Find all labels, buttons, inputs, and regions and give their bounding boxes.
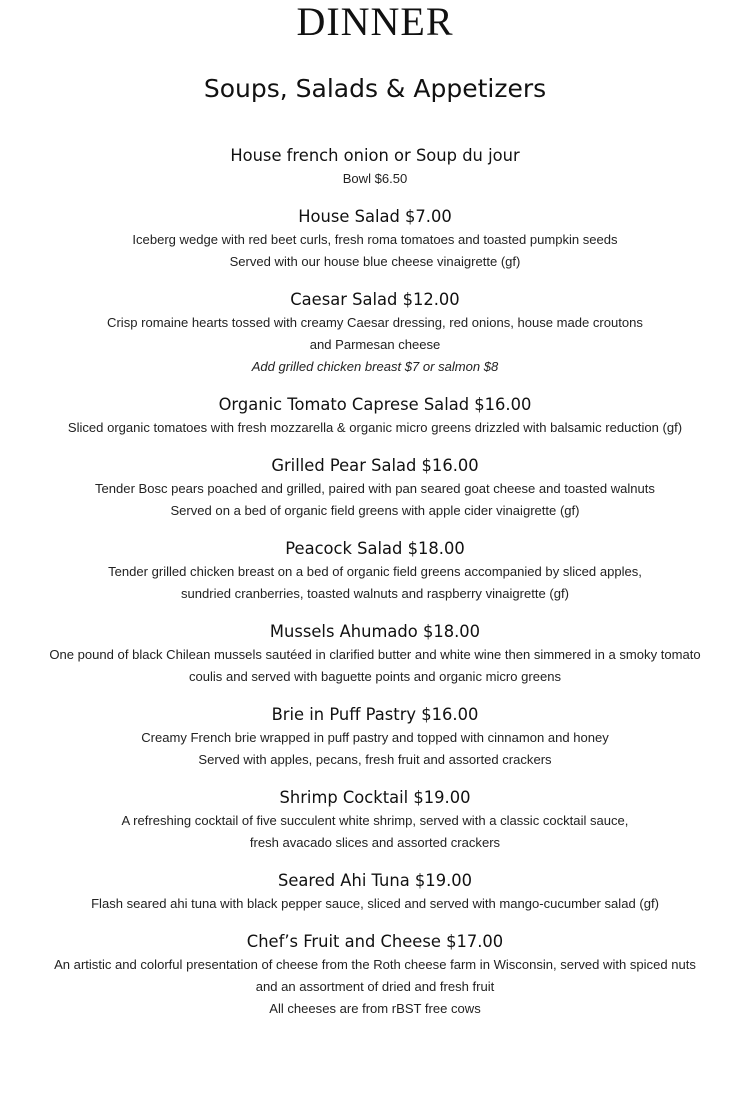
menu-items-list [0,144,750,1035]
menu-item-description: Flash seared ahi tuna with black pepper sauce, sliced and served with mango-cucumber salad (gf) [91,896,659,911]
menu-item-name: Grilled Pear Salad $16.00 [271,456,479,475]
menu-item [0,144,750,190]
menu-item [0,930,750,1020]
menu-item-name: House Salad $7.00 [298,207,452,226]
menu-item [0,205,750,273]
menu-item-name: Chef’s Fruit and Cheese $17.00 [246,932,504,951]
menu-item-description: Tender grilled chicken breast on a bed of organic field greens accompanied by sliced apples, [108,564,642,579]
menu-item-name: Brie in Puff Pastry $16.00 [271,705,479,724]
menu-item-description: coulis and served with baguette points and organic micro greens [188,669,562,684]
menu-item-description: Sliced organic tomatoes with fresh mozzarella & organic micro greens drizzled with balsamic reduction (gf) [67,420,683,435]
menu-item-name: Organic Tomato Caprese Salad $16.00 [218,395,532,414]
menu-item-description: sundried cranberries, toasted walnuts and raspberry vinaigrette (gf) [180,586,569,601]
menu-item-description: One pound of black Chilean mussels sautéed in clarified butter and white wine then simmered in a smoky tomato [49,647,701,662]
menu-item-description: An artistic and colorful presentation of cheese from the Roth cheese farm in Wisconsin, served with spiced nuts [54,957,696,972]
menu-item-description: Crisp romaine hearts tossed with creamy Caesar dressing, red onions, house made croutons [107,315,643,330]
menu-item-name: Caesar Salad $12.00 [290,290,460,309]
menu-item-description: A refreshing cocktail of five succulent white shrimp, served with a classic cocktail sauce, [121,813,629,828]
menu-item-name: Seared Ahi Tuna $19.00 [277,871,473,890]
menu-item-name: Peacock Salad $18.00 [285,539,465,558]
menu-item-description: Tender Bosc pears poached and grilled, paired with pan seared goat cheese and toasted walnuts [95,481,655,496]
menu-item-name: House french onion or Soup du jour [230,146,520,165]
section-title: Soups, Salads & Appetizers [203,74,547,103]
menu-item-description: All cheeses are from rBST free cows [269,1001,481,1016]
menu-item [0,869,750,915]
menu-item [0,454,750,522]
menu-item [0,288,750,378]
menu-item-description: Iceberg wedge with red beet curls, fresh roma tomatoes and toasted pumpkin seeds [132,232,618,247]
menu-item [0,393,750,439]
menu-item-name: Mussels Ahumado $18.00 [269,622,481,641]
menu-item-description: fresh avacado slices and assorted crackers [249,835,501,850]
menu-item-description: Bowl $6.50 [342,171,408,186]
menu-item-description: Add grilled chicken breast $7 or salmon $8 [251,359,499,374]
menu-item-description: Served on a bed of organic field greens with apple cider vinaigrette (gf) [170,503,580,518]
menu-item-description: Served with apples, pecans, fresh fruit and assorted crackers [198,752,552,767]
page-title: DINNER [296,0,454,44]
menu-item-description: Creamy French brie wrapped in puff pastry and topped with cinnamon and honey [141,730,609,745]
menu-item-description: and Parmesan cheese [309,337,441,352]
menu-item-name: Shrimp Cocktail $19.00 [279,788,471,807]
menu-item [0,786,750,854]
menu-item [0,703,750,771]
menu-item-description: Served with our house blue cheese vinaigrette (gf) [229,254,521,269]
menu-item [0,620,750,688]
menu-item [0,537,750,605]
menu-item-description: and an assortment of dried and fresh fruit [255,979,495,994]
